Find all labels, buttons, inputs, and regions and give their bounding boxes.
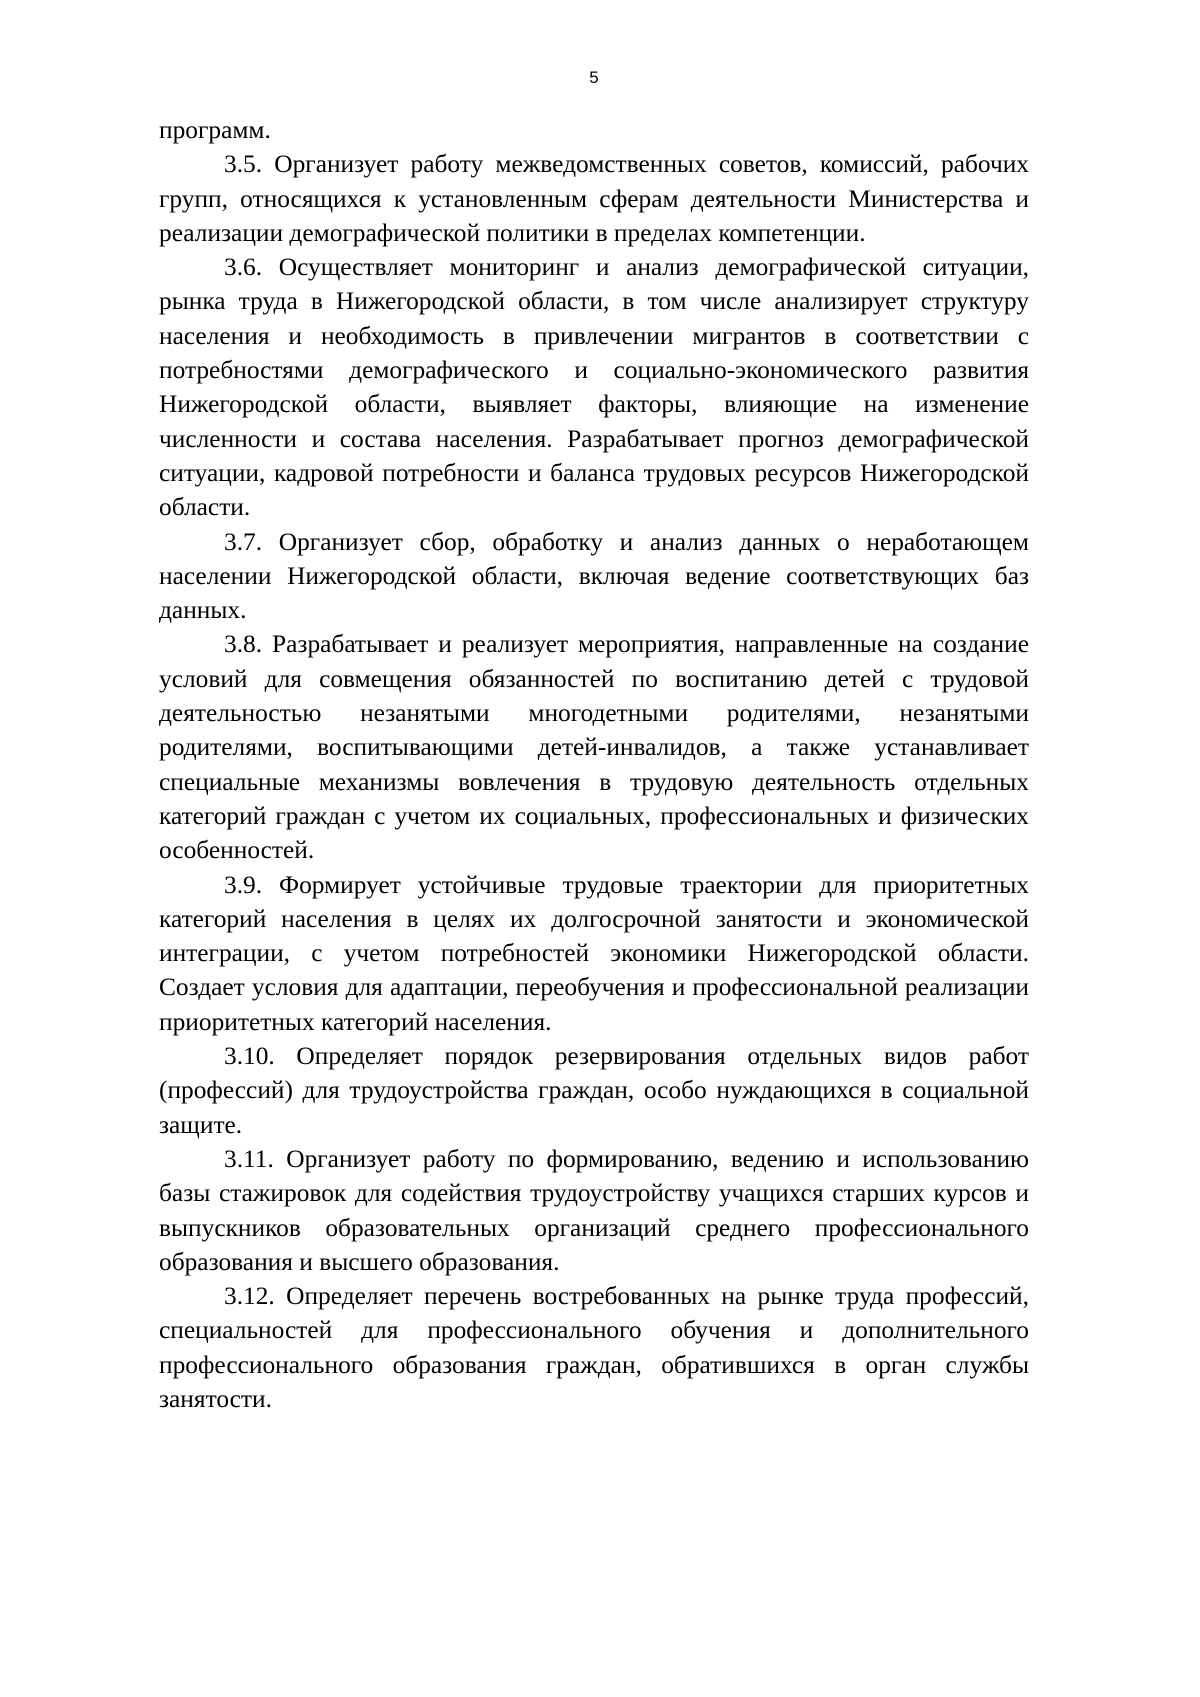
paragraph-3-8: 3.8. Разрабатывает и реализует мероприятия, направленные на создание условий для совмещения обязанностей по воспитанию детей с трудовой деятельностью незанятыми многодетными родителями, незанятыми родителями, воспитывающими детей-инвалидов, а также устанавливает специальные механизмы вовлечения в трудовую деятельность отдельных категорий граждан с учетом их социальных, профессиональных и физических особенностей.	[159, 630, 1029, 865]
paragraph-3-6: 3.6. Осуществляет мониторинг и анализ демографической ситуации, рынка труда в Нижегородской области, в том числе анализирует структуру населения и необходимость в привлечении мигрантов в соответствии с потребностями демографического и социально-экономического развития Нижегородской области, выявляет факторы, влияющие на изменение численности и состава населения. Разрабатывает прогноз демографической ситуации, кадровой потребности и баланса трудовых ресурсов Нижегородской области.	[159, 253, 1029, 522]
document-body	[159, 113, 1029, 1416]
paragraph-3-5: 3.5. Организует работу межведомственных советов, комиссий, рабочих групп, относящихся к установленным сферам деятельности Министерства и реализации демографической политики в пределах компетенции.	[159, 150, 1029, 247]
paragraph-continuation: программ.	[159, 116, 271, 144]
paragraph-3-9: 3.9. Формирует устойчивые трудовые траектории для приоритетных категорий населения в целях их долгосрочной занятости и экономической интеграции, с учетом потребностей экономики Нижегородской области. Создает условия для адаптации, переобучения и профессиональной реализации приоритетных категорий населения.	[159, 870, 1029, 1036]
paragraph-3-7: 3.7. Организует сбор, обработку и анализ данных о неработающем населении Нижегородской области, включая ведение соответствующих баз данных.	[159, 527, 1029, 625]
paragraph-3-11: 3.11. Организует работу по формированию, ведению и использованию базы стажировок для содействия трудоустройству учащихся старших курсов и выпускников образовательных организаций среднего профессионального образования и высшего образования.	[159, 1144, 1029, 1276]
page-number: 5	[589, 68, 599, 87]
paragraph-3-10: 3.10. Определяет порядок резервирования отдельных видов работ (профессий) для трудоустройства граждан, особо нуждающихся в социальной защите.	[159, 1042, 1029, 1139]
paragraph-3-12: 3.12. Определяет перечень востребованных на рынке труда профессий, специальностей для профессионального обучения и дополнительного профессионального образования граждан, обратившихся в орган службы занятости.	[159, 1282, 1029, 1413]
